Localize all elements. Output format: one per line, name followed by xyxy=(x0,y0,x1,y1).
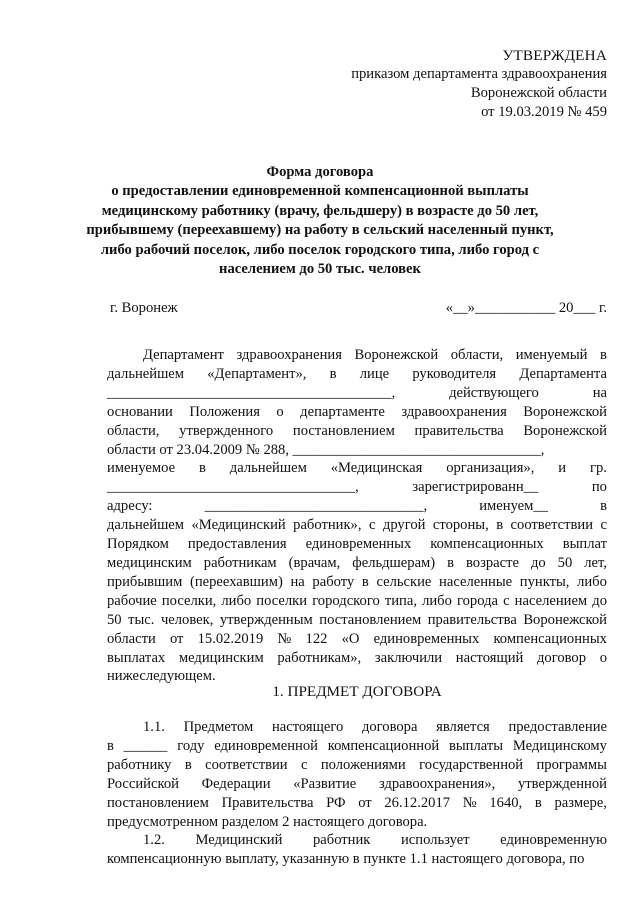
word: на xyxy=(592,384,607,401)
word: сельские xyxy=(376,573,432,590)
word: (переехавшим) xyxy=(189,573,283,590)
word: выплатах xyxy=(107,649,166,666)
word: именуемый xyxy=(515,347,588,363)
word: «Медицинская xyxy=(330,460,423,477)
word: здравоохранения xyxy=(236,347,342,363)
word: государственной xyxy=(419,756,524,773)
word: в xyxy=(107,737,114,754)
title-line: прибывшему (переехавшему) на работу в сельский населенный пункт, xyxy=(86,222,554,239)
word: лет, xyxy=(584,554,607,571)
word: работник», xyxy=(293,517,362,534)
word: единовременную xyxy=(500,832,607,849)
text-line: компенсационную выплату, указанную в пункте 1.1 настоящего договора, по xyxy=(107,851,585,868)
word: Порядком xyxy=(107,536,169,553)
word: поселки, xyxy=(161,592,217,609)
word: в xyxy=(496,517,504,534)
preamble-paragraph xyxy=(107,346,607,686)
word: работник xyxy=(313,832,371,849)
word: типа, xyxy=(384,592,417,609)
title-line: медицинскому работнику (врачу, фельдшеру) в возрасте до 50 лет, xyxy=(101,202,539,219)
word: 50 xyxy=(107,611,122,628)
word: зарегистрированн__ xyxy=(412,479,539,496)
word: «Департамент», xyxy=(207,365,307,382)
word: компенсационных xyxy=(493,630,607,647)
word: 50 xyxy=(557,554,573,571)
word: году xyxy=(177,737,205,754)
word: Предметом xyxy=(183,719,254,735)
title-line: о предоставлении единовременной компенсационной выплаты xyxy=(111,183,529,200)
text-line xyxy=(107,422,607,441)
word: другой xyxy=(382,517,426,534)
word: соответствии xyxy=(205,756,288,773)
word: в xyxy=(329,365,337,382)
word: населением xyxy=(514,592,588,609)
word: Воронежской xyxy=(523,611,607,628)
word: фельдшерам) xyxy=(352,554,436,571)
word: руководителя xyxy=(412,365,497,382)
clause-1-1 xyxy=(107,718,607,831)
word: «Медицинский xyxy=(191,517,286,534)
text-line: нижеследующем. xyxy=(107,668,216,685)
word: единовременных xyxy=(305,536,412,553)
word: настоящего xyxy=(271,719,344,735)
word: (врачам, xyxy=(288,554,341,571)
word: по xyxy=(591,479,607,496)
word: является xyxy=(436,719,490,735)
word: стороны, xyxy=(432,517,489,534)
word: в xyxy=(199,460,206,477)
word: именуем__ xyxy=(479,498,548,515)
word: города xyxy=(456,592,498,609)
text-line xyxy=(107,384,607,403)
word: Российской xyxy=(107,775,179,792)
approval-line: Воронежской области xyxy=(470,85,607,101)
word: дальнейшем xyxy=(107,517,185,534)
text-line xyxy=(107,649,607,668)
text-line xyxy=(107,554,607,573)
word: 15.02.2019 xyxy=(197,630,264,647)
word: выплаты xyxy=(448,737,504,754)
word: возрасте xyxy=(466,554,519,571)
word: настоящий xyxy=(455,649,524,666)
date-field: «__»___________ 20___ г. xyxy=(445,300,607,316)
word: медицинским xyxy=(107,554,192,571)
word: работникам xyxy=(203,554,277,571)
word: дальнейшем xyxy=(107,365,185,382)
word: с xyxy=(300,756,308,773)
text-line: области от 23.04.2009 № 288, __________________________________, xyxy=(107,441,545,458)
word: пункты, xyxy=(519,573,570,590)
word: постановлением xyxy=(319,611,422,628)
word: компенсационной xyxy=(327,737,440,754)
word: до xyxy=(592,592,607,609)
word: правительства xyxy=(427,611,517,628)
word: положениями xyxy=(320,756,406,773)
word: предоставления xyxy=(187,536,287,553)
word: области xyxy=(107,630,156,647)
word: № xyxy=(462,794,477,811)
word: единовременных xyxy=(373,630,480,647)
word: в xyxy=(600,498,607,515)
word: ______________________________, xyxy=(204,498,428,515)
word: договора xyxy=(361,719,418,735)
text-line: предусмотренном разделом 2 настоящего договора. xyxy=(107,813,428,830)
word: Медицинский xyxy=(195,832,283,849)
word: дальнейшем xyxy=(229,460,307,477)
document-title xyxy=(70,163,570,279)
word: адресу: xyxy=(107,498,153,515)
word: 1640, xyxy=(489,794,523,811)
word: Правительства xyxy=(221,794,314,811)
word: действующего xyxy=(449,384,539,401)
word: 1.1. xyxy=(143,719,165,735)
word: утвержденным xyxy=(219,611,313,628)
word: поселки xyxy=(256,592,308,609)
word: единовременной xyxy=(214,737,318,754)
word: постановлением xyxy=(292,422,395,439)
text-line xyxy=(107,497,607,516)
word: Воронежской xyxy=(523,422,607,439)
word: правительства xyxy=(414,422,504,439)
word: Воронежской xyxy=(354,347,439,363)
word: 26.12.2017 xyxy=(384,794,451,811)
word: гр. xyxy=(589,460,607,477)
word: постановлением xyxy=(107,794,209,811)
word: здравоохранения», xyxy=(378,775,496,792)
approval-line: приказом департамента здравоохранения xyxy=(351,66,607,82)
word: на xyxy=(290,573,305,590)
word: с xyxy=(368,517,376,534)
text-line xyxy=(107,831,607,850)
word: в xyxy=(600,347,607,363)
word: __________________________________, xyxy=(107,479,359,496)
approval-stamp xyxy=(351,46,607,122)
text-line xyxy=(107,573,607,592)
word: работникам», xyxy=(277,649,362,666)
text-line xyxy=(107,611,607,630)
word: в xyxy=(361,573,369,590)
clause-1-2 xyxy=(107,831,607,869)
text-line xyxy=(107,775,607,794)
word: размере, xyxy=(554,794,607,811)
word: именуемое xyxy=(107,460,176,477)
word: человек, xyxy=(160,611,214,628)
text-line xyxy=(107,718,607,737)
text-line xyxy=(107,794,607,813)
word: РФ xyxy=(326,794,346,811)
word: ______ xyxy=(123,737,168,754)
word: в xyxy=(447,554,455,571)
title-line: либо рабочий поселок, либо поселок городского типа, либо город с xyxy=(100,241,540,258)
word: либо xyxy=(221,592,252,609)
text-line xyxy=(107,592,607,611)
word: департаменте xyxy=(300,403,385,420)
text-line xyxy=(107,403,607,422)
word: № xyxy=(277,630,292,647)
word: тыс. xyxy=(128,611,155,628)
word: «Развитие xyxy=(293,775,357,792)
word: прибывшим xyxy=(107,573,183,590)
text-line xyxy=(107,516,607,535)
word: области, xyxy=(450,347,504,363)
word: населенные xyxy=(439,573,513,590)
word: с xyxy=(503,592,510,609)
word: программы xyxy=(536,756,607,773)
text-line xyxy=(107,756,607,775)
word: _______________________________________, xyxy=(107,384,396,401)
word: работнику xyxy=(107,756,172,773)
word: Федерации xyxy=(201,775,271,792)
word: городского xyxy=(312,592,380,609)
approval-heading: УТВЕРЖДЕНА xyxy=(502,47,607,64)
text-line xyxy=(107,630,607,649)
text-line xyxy=(107,365,607,384)
city-label: г. Воронеж xyxy=(110,300,178,316)
word: либо xyxy=(577,573,607,590)
word: либо xyxy=(422,592,452,609)
word: о xyxy=(276,403,284,420)
text-line xyxy=(107,737,607,756)
word: Воронежской xyxy=(523,403,607,420)
word: предоставление xyxy=(508,719,607,735)
section-heading: 1. ПРЕДМЕТ ДОГОВОРА xyxy=(272,683,442,700)
word: медицинским xyxy=(178,649,264,666)
text-line xyxy=(107,459,607,478)
title-line: Форма договора xyxy=(266,164,374,180)
word: использует xyxy=(401,832,470,849)
word: области, xyxy=(107,422,160,439)
word: Медицинскому xyxy=(512,737,607,754)
word: лице xyxy=(359,365,390,382)
word: «О xyxy=(341,630,360,647)
word: выплат xyxy=(562,536,607,553)
word: основании xyxy=(107,403,173,420)
text-line xyxy=(107,535,607,554)
text-line xyxy=(107,346,607,365)
section-1-body xyxy=(107,718,607,869)
word: и xyxy=(558,460,567,477)
word: Департамента xyxy=(519,365,607,382)
word: до xyxy=(530,554,546,571)
word: о xyxy=(599,649,607,666)
word: в xyxy=(534,794,542,811)
word: с xyxy=(600,517,607,534)
place-and-date xyxy=(110,300,607,320)
word: утвержденной xyxy=(517,775,607,792)
word: здравоохранения xyxy=(401,403,507,420)
word: Положения xyxy=(189,403,260,420)
word: от xyxy=(169,630,184,647)
word: утвержденного xyxy=(179,422,274,439)
word: 122 xyxy=(305,630,328,647)
word: Департамент xyxy=(143,347,224,363)
word: компенсационных xyxy=(430,536,544,553)
word: рабочие xyxy=(107,592,157,609)
word: организация», xyxy=(446,460,535,477)
word: 1.2. xyxy=(143,832,165,849)
word: работу xyxy=(312,573,355,590)
word: от xyxy=(358,794,372,811)
title-line: населением до 50 тыс. человек xyxy=(219,261,421,278)
word: в xyxy=(184,756,192,773)
word: заключили xyxy=(374,649,443,666)
word: договор xyxy=(537,649,587,666)
text-line xyxy=(107,478,607,497)
word: соответствии xyxy=(510,517,594,534)
approval-date-line: от 19.03.2019 № 459 xyxy=(481,104,607,120)
